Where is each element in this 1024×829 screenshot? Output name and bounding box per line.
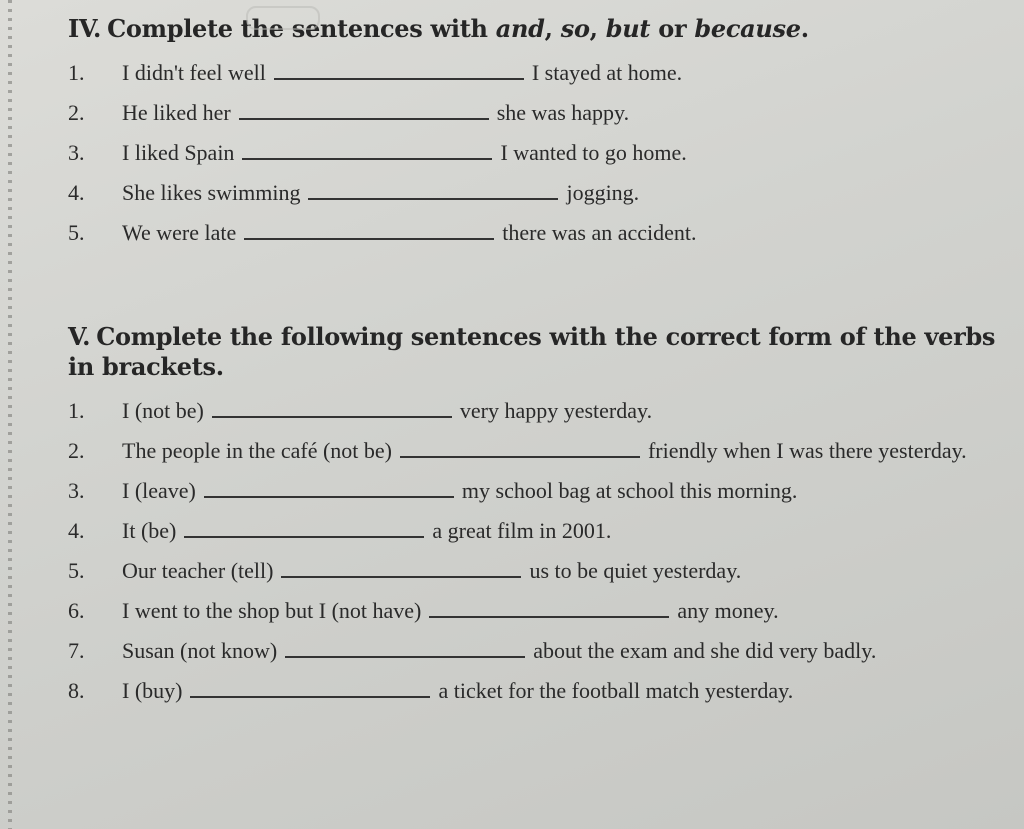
item-text-before: I liked Spain — [122, 140, 235, 165]
answer-blank[interactable] — [285, 656, 525, 658]
exercise-item — [68, 558, 998, 584]
item-text-before: I didn't feel well — [122, 60, 266, 85]
item-text-before: Our teacher (tell) — [122, 558, 274, 583]
item-text-after: us to be quiet yesterday. — [529, 558, 742, 583]
exercise-item — [68, 398, 998, 424]
separator: , — [544, 14, 561, 43]
item-number: 1. — [68, 60, 85, 85]
exercise-item — [68, 100, 828, 126]
item-number: 1. — [68, 398, 85, 423]
answer-blank[interactable] — [190, 696, 430, 698]
exercise-item — [68, 518, 998, 544]
item-text-before: I (buy) — [122, 678, 183, 703]
answer-blank[interactable] — [204, 496, 454, 498]
item-text-before: It (be) — [122, 518, 177, 543]
item-text-after: very happy yesterday. — [459, 398, 653, 423]
answer-blank[interactable] — [429, 616, 669, 618]
item-text-after: I wanted to go home. — [500, 140, 687, 165]
item-text-before: We were late — [122, 220, 237, 245]
answer-blank[interactable] — [281, 576, 521, 578]
exercise-item — [68, 638, 998, 664]
section-iv-instruction: Complete the sentences with — [107, 14, 496, 43]
word-but: but — [605, 14, 651, 43]
separator: . — [800, 14, 809, 43]
item-number: 4. — [68, 518, 85, 543]
section-iv — [68, 14, 828, 262]
section-v-heading — [68, 322, 998, 382]
section-v-number: V. — [68, 322, 91, 351]
section-v-list — [68, 398, 998, 704]
exercise-item — [68, 438, 998, 464]
section-v — [68, 322, 998, 720]
item-text-before: I (not be) — [122, 398, 204, 423]
exercise-item — [68, 678, 998, 704]
item-text-before: The people in the café (not be) — [122, 438, 392, 463]
item-text-before: She likes swimming — [122, 180, 301, 205]
answer-blank[interactable] — [184, 536, 424, 538]
answer-blank[interactable] — [400, 456, 640, 458]
exercise-item — [68, 60, 828, 86]
item-number: 2. — [68, 438, 85, 463]
item-number: 7. — [68, 638, 85, 663]
item-text-after: I stayed at home. — [531, 60, 683, 85]
exercise-item — [68, 140, 828, 166]
item-number: 3. — [68, 478, 85, 503]
section-iv-heading — [68, 14, 828, 44]
item-number: 5. — [68, 558, 85, 583]
item-text-after: my school bag at school this morning. — [461, 478, 798, 503]
answer-blank[interactable] — [244, 238, 494, 240]
answer-blank[interactable] — [239, 118, 489, 120]
separator: or — [650, 14, 695, 43]
answer-blank[interactable] — [308, 198, 558, 200]
item-text-after: a ticket for the football match yesterday. — [438, 678, 794, 703]
item-text-after: any money. — [677, 598, 779, 623]
separator: , — [589, 14, 606, 43]
item-text-after: a great film in 2001. — [432, 518, 612, 543]
section-v-instruction: Complete the following sentences with the correct form of the verbs in brackets. — [68, 322, 996, 381]
item-text-after: about the exam and she did very badly. — [533, 638, 877, 663]
answer-blank[interactable] — [242, 158, 492, 160]
exercise-item — [68, 180, 828, 206]
item-text-after: she was happy. — [496, 100, 630, 125]
exercise-item — [68, 220, 828, 246]
word-so: so — [560, 14, 590, 43]
item-number: 6. — [68, 598, 85, 623]
item-number: 8. — [68, 678, 85, 703]
item-text-after: jogging. — [566, 180, 640, 205]
item-number: 3. — [68, 140, 85, 165]
section-iv-list — [68, 60, 828, 246]
word-because: because — [694, 14, 801, 43]
exercise-item — [68, 478, 998, 504]
item-text-after: there was an accident. — [502, 220, 697, 245]
item-number: 4. — [68, 180, 85, 205]
item-text-before: I went to the shop but I (not have) — [122, 598, 422, 623]
item-text-before: Susan (not know) — [122, 638, 278, 663]
item-number: 5. — [68, 220, 85, 245]
word-and: and — [495, 14, 545, 43]
exercise-item — [68, 598, 998, 624]
section-iv-number: IV. — [68, 14, 102, 43]
item-text-after: friendly when I was there yesterday. — [647, 438, 967, 463]
faint-stamp — [246, 6, 320, 30]
item-text-before: He liked her — [122, 100, 231, 125]
item-text-before: I (leave) — [122, 478, 196, 503]
item-number: 2. — [68, 100, 85, 125]
binding-holes — [8, 0, 12, 829]
answer-blank[interactable] — [274, 78, 524, 80]
answer-blank[interactable] — [212, 416, 452, 418]
